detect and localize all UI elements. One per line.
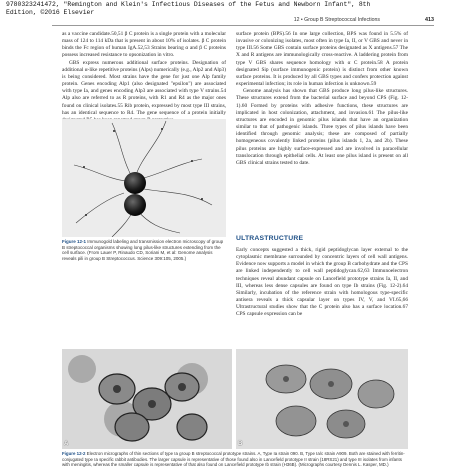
figure-12-1-caption — [62, 239, 226, 261]
paragraph: GBS express numerous additional surface proteins. Designation of additional α-like repetitive proteins (Alps) numerically (e.g., Alp2 and Alp3) is being considered. Most strains have the gene for just one Alp family protein. Genes encoding Alp1 (also designated "epsilon") are associated with type Ia, and genes encoding Alp3 are associated with type V strains.54 Alp also are referred to as R proteins, with R1 and R4 as the major ones found on clinical isolates.55 Rib protein, expressed by most type III strains, has an identical sequence to R4. The gene sequence of a protein initially — [62, 59, 226, 116]
figure-12-2 — [62, 349, 408, 449]
paragraph: Genome analysis has shown that GBS produce long pilus-like structures. These structures extend from the bacterial surface and beyond CPS (Fig. 12-1).60 Formed by proteins with adhesive functions, these structures are implicated in host colonization, attachment, and invasion.61 The pilus-like structures are encoded in genomic pilus islands that have an organization similar to that of pathogenic islands. Three types of pilus islands have been identified through genomic analysis; these are composed of partially homogeneous covalently linked proteins (pilus islands 1, 2a, and 2b). These pilus proteins are highly surface-expressed and are involved in paracellular translocation through epithelial cells. At least one pilus island is present on all GBS clinical strains tested to date. — [236, 88, 408, 166]
chapter-title: 12 • Group B Streptococcal Infections — [293, 17, 380, 23]
paragraph: Early concepts suggested a thick, rigid peptidoglycan layer external to the cytoplasmic membrane surrounded by concentric layers of cell wall antigens. Evidence now supports a model in which the group B carbohydrate and the CPS are linked independently to cell wall peptidoglycan.62,63 Immunoelectron techniques reveal abundant capsule on Lancefield prototype strains Ia, II, and III, whereas less dense capsules are found on type Ib strains (Fig. 12-2).64 Similarly, incubation of the reference strain with homologous type-specific antisera reveals a thick capsular layer on types IV, V, and VI.65,66 Ultrastructural studies show that the C protein also has a surface location.67 CPS capsule expression can be — [236, 247, 408, 318]
figure-12-1-micrograph — [62, 119, 226, 237]
micrograph-image — [236, 349, 408, 449]
caption-text: Immunogold labeling and transmission electron microscopy of group B streptococcal organisms showing long pilus-like structures extending from the cell surface. (From Lauer P, Rinaudo CD, Soriani M, et al: Genome analysis reveals pili in group B Streptococcus. Science 309:105, 2005.) — [62, 239, 224, 261]
right-column — [236, 31, 408, 167]
caption-text: Electron micrographs of thin sections of type Ia group B streptococcal prototype strains. A, Type Ia strain 090. B, Type Ia/c strain A909. Both are stained with ferritin-conjugated type Ia specific rabbit antibodies. The larger capsule is representative of those found also in Lancefield prototype II strain (18RS21) and type III isolates from infants with meningitis, whereas the smaller capsule is representative of that also found on Lancefield prototype Ib strain (H36B). (Micrographs courtesy Dennis L. Kasper, MD.) — [62, 451, 405, 467]
figure-12-2-caption — [62, 451, 408, 468]
page-number: 413 — [425, 17, 434, 23]
micrograph-image — [62, 349, 232, 449]
ultrastructure-section — [236, 247, 408, 319]
caption-label: Figure 12-2 — [62, 451, 86, 456]
running-header — [0, 17, 472, 25]
stamp-line-1: 9780323241472, "Remington and Klein's Infectious Diseases of the Fetus and Newborn Infant", 8th — [6, 1, 371, 8]
caption-label: Figure 12-1 — [62, 239, 87, 244]
section-heading: ULTRASTRUCTURE — [236, 235, 304, 242]
micrograph-panel-a — [62, 349, 232, 449]
left-column — [62, 31, 226, 124]
micrograph-panel-b — [236, 349, 408, 449]
document-stamp — [6, 1, 370, 17]
micrograph-image — [62, 119, 226, 237]
panel-a-label: A — [64, 441, 69, 447]
stamp-line-2: Edition, ©2016 Elsevier — [6, 9, 95, 16]
panel-b-label: B — [238, 441, 243, 447]
paragraph: as a vaccine candidate.50,51 β C protein is a single protein with a molecular mass of 124 to 114 kDa that is present in about 10% of isolates. β C protein binds the Fc region of human IgA.52,53 Strains bearing α and β C proteins possess increased resistance to opsonization in vitro. — [62, 31, 226, 59]
paragraph: surface protein (BPS).56 In one large collection, BPS was found in 5.5% of invasive or colonizing isolates, most often in type Ia, II, or V GBS and never in type III.56 Some GBS contain surface proteins designated as X antigens.57 The X and R antigens are immunologically cross-reactive. A laddering protein from type V GBS shares sequence homology with α C protein.58 A protein designated Sip (surface immunogenic protein) is distinct from other known surface proteins. It is produced by all GBS types and confers protection against experimental infection; its role in human infection is unknown.59 — [236, 31, 408, 88]
header-rule — [52, 25, 434, 26]
